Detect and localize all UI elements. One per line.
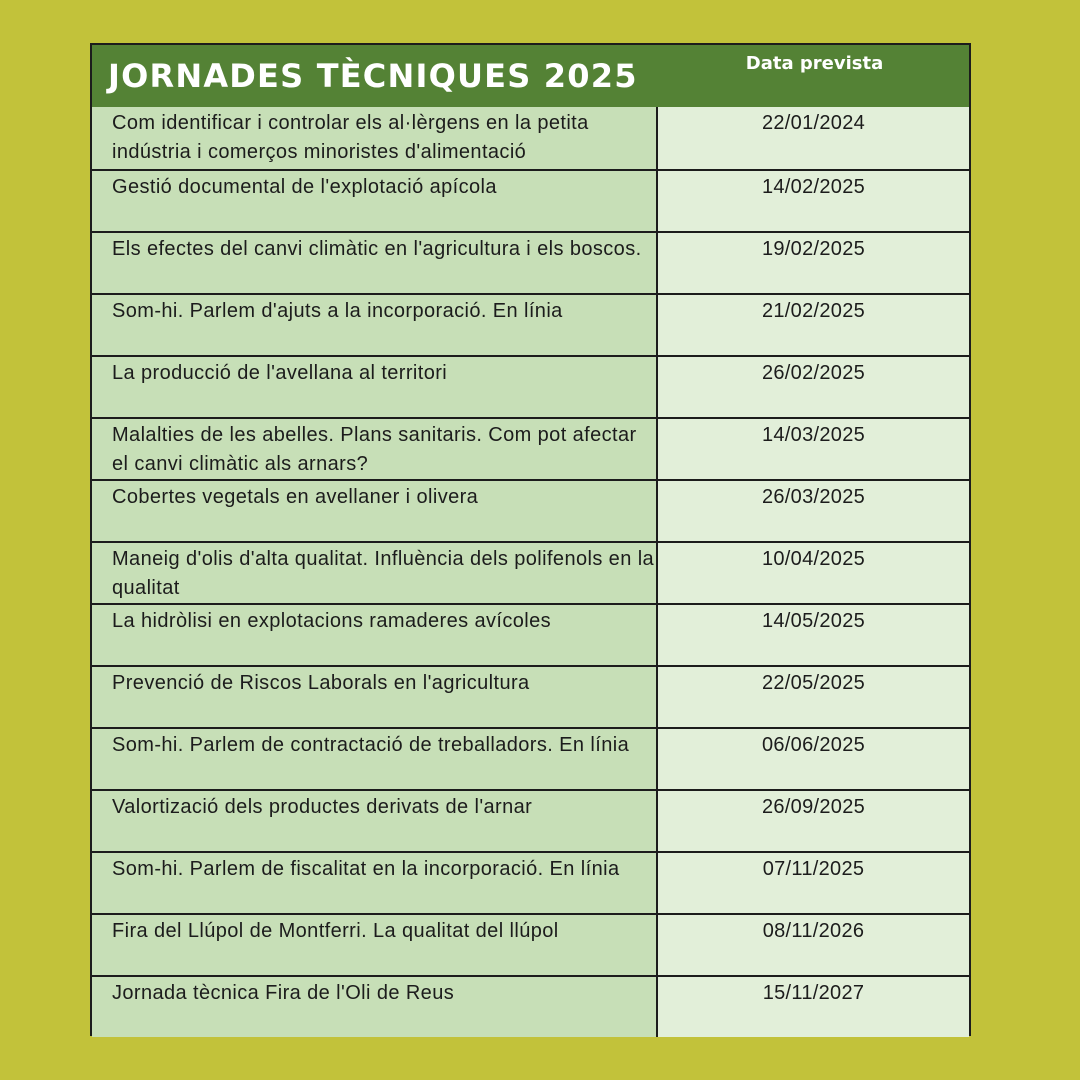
date-cell: 26/02/2025 xyxy=(658,357,969,417)
table-header xyxy=(92,45,969,107)
topic-cell: Valortizació dels productes derivats de l'arnar xyxy=(92,791,658,851)
table-row xyxy=(92,665,969,727)
table-row xyxy=(92,169,969,231)
date-cell: 14/05/2025 xyxy=(658,605,969,665)
table-row xyxy=(92,541,969,603)
table-row xyxy=(92,479,969,541)
topic-cell: La producció de l'avellana al territori xyxy=(92,357,658,417)
schedule-table xyxy=(90,43,971,1036)
date-cell: 14/03/2025 xyxy=(658,419,969,479)
date-cell: 10/04/2025 xyxy=(658,543,969,603)
table-row xyxy=(92,975,969,1037)
table-row xyxy=(92,913,969,975)
topic-cell: Gestió documental de l'explotació apícola xyxy=(92,171,658,231)
date-cell: 07/11/2025 xyxy=(658,853,969,913)
topic-cell: Fira del Llúpol de Montferri. La qualitat del llúpol xyxy=(92,915,658,975)
topic-cell: Jornada tècnica Fira de l'Oli de Reus xyxy=(92,977,658,1037)
topic-cell: La hidròlisi en explotacions ramaderes avícoles xyxy=(92,605,658,665)
topic-cell: Som-hi. Parlem d'ajuts a la incorporació. En línia xyxy=(92,295,658,355)
table-row xyxy=(92,417,969,479)
topic-cell: Maneig d'olis d'alta qualitat. Influència dels polifenols en la qualitat xyxy=(92,543,658,603)
topic-cell: Els efectes del canvi climàtic en l'agricultura i els boscos. xyxy=(92,233,658,293)
date-cell: 26/03/2025 xyxy=(658,481,969,541)
date-column-header: Data prevista xyxy=(745,53,884,74)
topic-cell: Som-hi. Parlem de fiscalitat en la incorporació. En línia xyxy=(92,853,658,913)
date-cell: 26/09/2025 xyxy=(658,791,969,851)
date-cell: 15/11/2027 xyxy=(658,977,969,1037)
table-row xyxy=(92,727,969,789)
topic-cell: Prevenció de Riscos Laborals en l'agricultura xyxy=(92,667,658,727)
date-cell: 19/02/2025 xyxy=(658,233,969,293)
date-cell: 08/11/2026 xyxy=(658,915,969,975)
table-row xyxy=(92,603,969,665)
date-cell: 22/05/2025 xyxy=(658,667,969,727)
topic-cell: Malalties de les abelles. Plans sanitaris. Com pot afectar el canvi climàtic als arnars? xyxy=(92,419,658,479)
topic-cell: Com identificar i controlar els al·lèrgens en la petita indústria i comerços minoristes d'alimentació xyxy=(92,107,658,169)
table-row xyxy=(92,231,969,293)
topic-cell: Cobertes vegetals en avellaner i olivera xyxy=(92,481,658,541)
date-cell: 21/02/2025 xyxy=(658,295,969,355)
table-row xyxy=(92,789,969,851)
table-row xyxy=(92,107,969,169)
table-body xyxy=(92,107,969,1037)
date-cell: 06/06/2025 xyxy=(658,729,969,789)
table-row xyxy=(92,355,969,417)
topic-cell: Som-hi. Parlem de contractació de treballadors. En línia xyxy=(92,729,658,789)
page-title: JORNADES TÈCNIQUES 2025 xyxy=(108,57,638,95)
date-cell: 22/01/2024 xyxy=(658,107,969,169)
table-row xyxy=(92,293,969,355)
date-cell: 14/02/2025 xyxy=(658,171,969,231)
table-row xyxy=(92,851,969,913)
